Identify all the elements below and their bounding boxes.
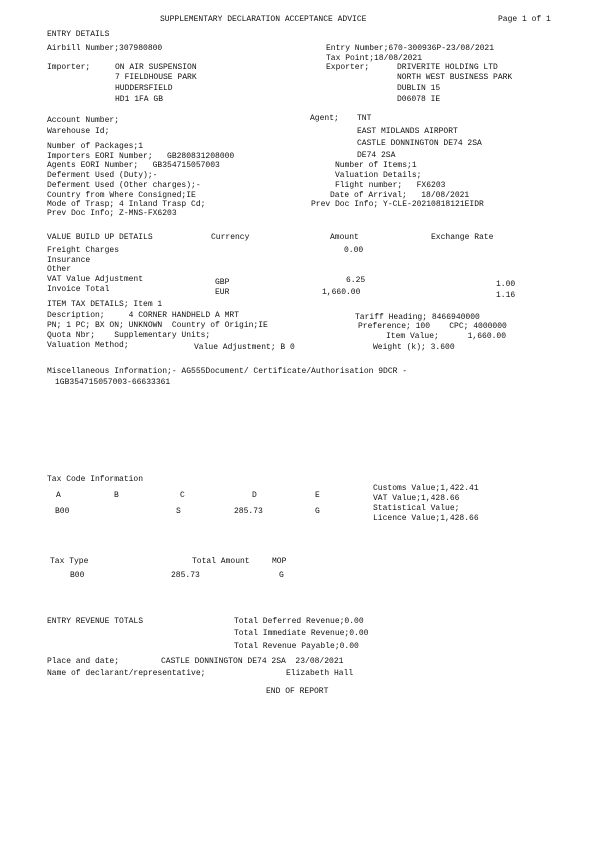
mop-header: MOP [272, 557, 287, 566]
statistical-value: Statistical Value; [373, 504, 460, 513]
end-of-report: END OF REPORT [266, 687, 329, 696]
tax-point: Tax Point;18/08/2021 [326, 54, 423, 63]
value-row-currency: EUR [215, 288, 230, 297]
tax-type-header: Tax Type [50, 557, 89, 566]
tax-code-header: A [56, 491, 61, 500]
value-row-rate: 1.16 [496, 291, 516, 300]
warehouse-id: Warehouse Id; [47, 127, 110, 136]
total-amount-header: Total Amount [192, 557, 250, 566]
valuation-method: Valuation Method; [47, 341, 129, 350]
item-description: Description; 4 CORNER HANDHELD A MRT [47, 311, 240, 320]
prev-doc-info-y: Prev Doc Info; Y-CLE-20210818121EIDR [311, 200, 484, 209]
value-row-amount: 1,660.00 [322, 288, 361, 297]
place-date-label: Place and date; [47, 657, 120, 666]
revenue-title: ENTRY REVENUE TOTALS [47, 617, 144, 626]
mop-cell: G [279, 571, 284, 580]
tariff-heading: Tariff Heading; 8466940000 [355, 313, 480, 322]
tax-code-title: Tax Code Information [47, 475, 144, 484]
importer-label: Importer; [47, 63, 91, 72]
value-row-currency: GBP [215, 278, 230, 287]
tax-code-header: E [315, 491, 320, 500]
value-row-label: Insurance [47, 256, 91, 265]
agent-line: DE74 2SA [357, 151, 396, 160]
number-of-packages: Number of Packages;1 [47, 142, 144, 151]
vat-value: VAT Value;1,428.66 [373, 494, 460, 503]
prev-doc-info-z: Prev Doc Info; Z-MNS-FX6203 [47, 209, 177, 218]
agents-eori: Agents EORI Number; GB354715057003 [47, 161, 220, 170]
misc-info-line: 1GB354715057003-66633361 [55, 378, 171, 387]
valuation-details: Valuation Details; [335, 171, 422, 180]
item-value: Item Value; 1,660.00 [386, 332, 507, 341]
tax-code-cell: S [176, 507, 181, 516]
total-deferred-revenue: Total Deferred Revenue;0.00 [234, 617, 364, 626]
tax-code-header: D [252, 491, 257, 500]
value-row-label: VAT Value Adjustment [47, 275, 144, 284]
value-adjustment: Value Adjustment; B 0 [194, 343, 295, 352]
number-of-items: Number of Items;1 [335, 161, 417, 170]
importer-line: 7 FIELDHOUSE PARK [115, 73, 197, 82]
mode-of-transport: Mode of Trasp; 4 Inland Trasp Cd; [47, 200, 206, 209]
total-immediate-revenue: Total Immediate Revenue;0.00 [234, 629, 369, 638]
importer-line: HD1 1FA GB [115, 95, 164, 104]
declarant-name: Elizabeth Hall [286, 669, 354, 678]
customs-value: Customs Value;1,422.41 [373, 484, 479, 493]
tax-code-cell: 285.73 [234, 507, 263, 516]
exporter-line: NORTH WEST BUSINESS PARK [397, 73, 513, 82]
pn-line: PN; 1 PC; BX ON; UNKNOWN Country of Origin;IE [47, 321, 268, 330]
tax-code-cell: G [315, 507, 320, 516]
deferment-duty: Deferment Used (Duty);- [47, 171, 158, 180]
exporter-line: DRIVERITE HOLDING LTD [397, 63, 498, 72]
tax-amount-cell: 285.73 [171, 571, 200, 580]
agent-name: TNT [357, 114, 372, 123]
airbill-number: Airbill Number;307980800 [47, 44, 163, 53]
value-row-amount: 6.25 [346, 276, 366, 285]
importers-eori: Importers EORI Number; GB280831208000 [47, 152, 235, 161]
currency-header: Currency [211, 233, 250, 242]
place-date-value: CASTLE DONNINGTON DE74 2SA 23/08/2021 [161, 657, 344, 666]
total-revenue-payable: Total Revenue Payable;0.00 [234, 642, 359, 651]
exporter-line: DUBLIN 15 [397, 84, 441, 93]
item-tax-title: ITEM TAX DETAILS; Item 1 [47, 300, 163, 309]
agent-label: Agent; [310, 114, 339, 123]
quota-number: Quota Nbr; Supplementary Units; [47, 331, 211, 340]
section-entry-details: ENTRY DETAILS [47, 30, 110, 39]
page-number: Page 1 of 1 [498, 15, 551, 24]
value-build-header: VALUE BUILD UP DETAILS [47, 233, 153, 242]
account-number: Account Number; [47, 116, 120, 125]
value-row-rate: 1.00 [496, 280, 516, 289]
licence-value: Licence Value;1,428.66 [373, 514, 479, 523]
weight: Weight (k); 3.600 [373, 343, 455, 352]
value-row-label: Freight Charges [47, 246, 120, 255]
date-of-arrival: Date of Arrival; 18/08/2021 [330, 191, 470, 200]
tax-code-header: B [114, 491, 119, 500]
value-row-amount: 0.00 [344, 246, 364, 255]
country-consigned: Country from Where Consigned;IE [47, 191, 196, 200]
tax-code-header: C [180, 491, 185, 500]
flight-number: Flight number; FX6203 [335, 181, 446, 190]
agent-line: CASTLE DONNINGTON DE74 2SA [357, 139, 482, 148]
exchange-rate-header: Exchange Rate [431, 233, 494, 242]
value-row-label: Other [47, 265, 72, 274]
report-title: SUPPLEMENTARY DECLARATION ACCEPTANCE ADVICE [160, 15, 367, 24]
value-row-label: Invoice Total [47, 285, 110, 294]
exporter-label: Exporter; [326, 63, 370, 72]
deferment-other: Deferment Used (Other charges);- [47, 181, 201, 190]
agent-line: EAST MIDLANDS AIRPORT [357, 127, 458, 136]
amount-header: Amount [330, 233, 359, 242]
importer-line: HUDDERSFIELD [115, 84, 173, 93]
tax-code-cell: B00 [55, 507, 70, 516]
misc-info-line: Miscellaneous Information;- AG555Document/ Certificate/Authorisation 9DCR - [47, 367, 408, 376]
preference-cpc: Preference; 100 CPC; 4000000 [358, 322, 507, 331]
entry-number: Entry Number;670-300936P-23/08/2021 [326, 44, 495, 53]
importer-line: ON AIR SUSPENSION [115, 63, 197, 72]
declarant-label: Name of declarant/representative; [47, 669, 206, 678]
exporter-line: D06078 IE [397, 95, 441, 104]
tax-type-cell: B00 [70, 571, 85, 580]
